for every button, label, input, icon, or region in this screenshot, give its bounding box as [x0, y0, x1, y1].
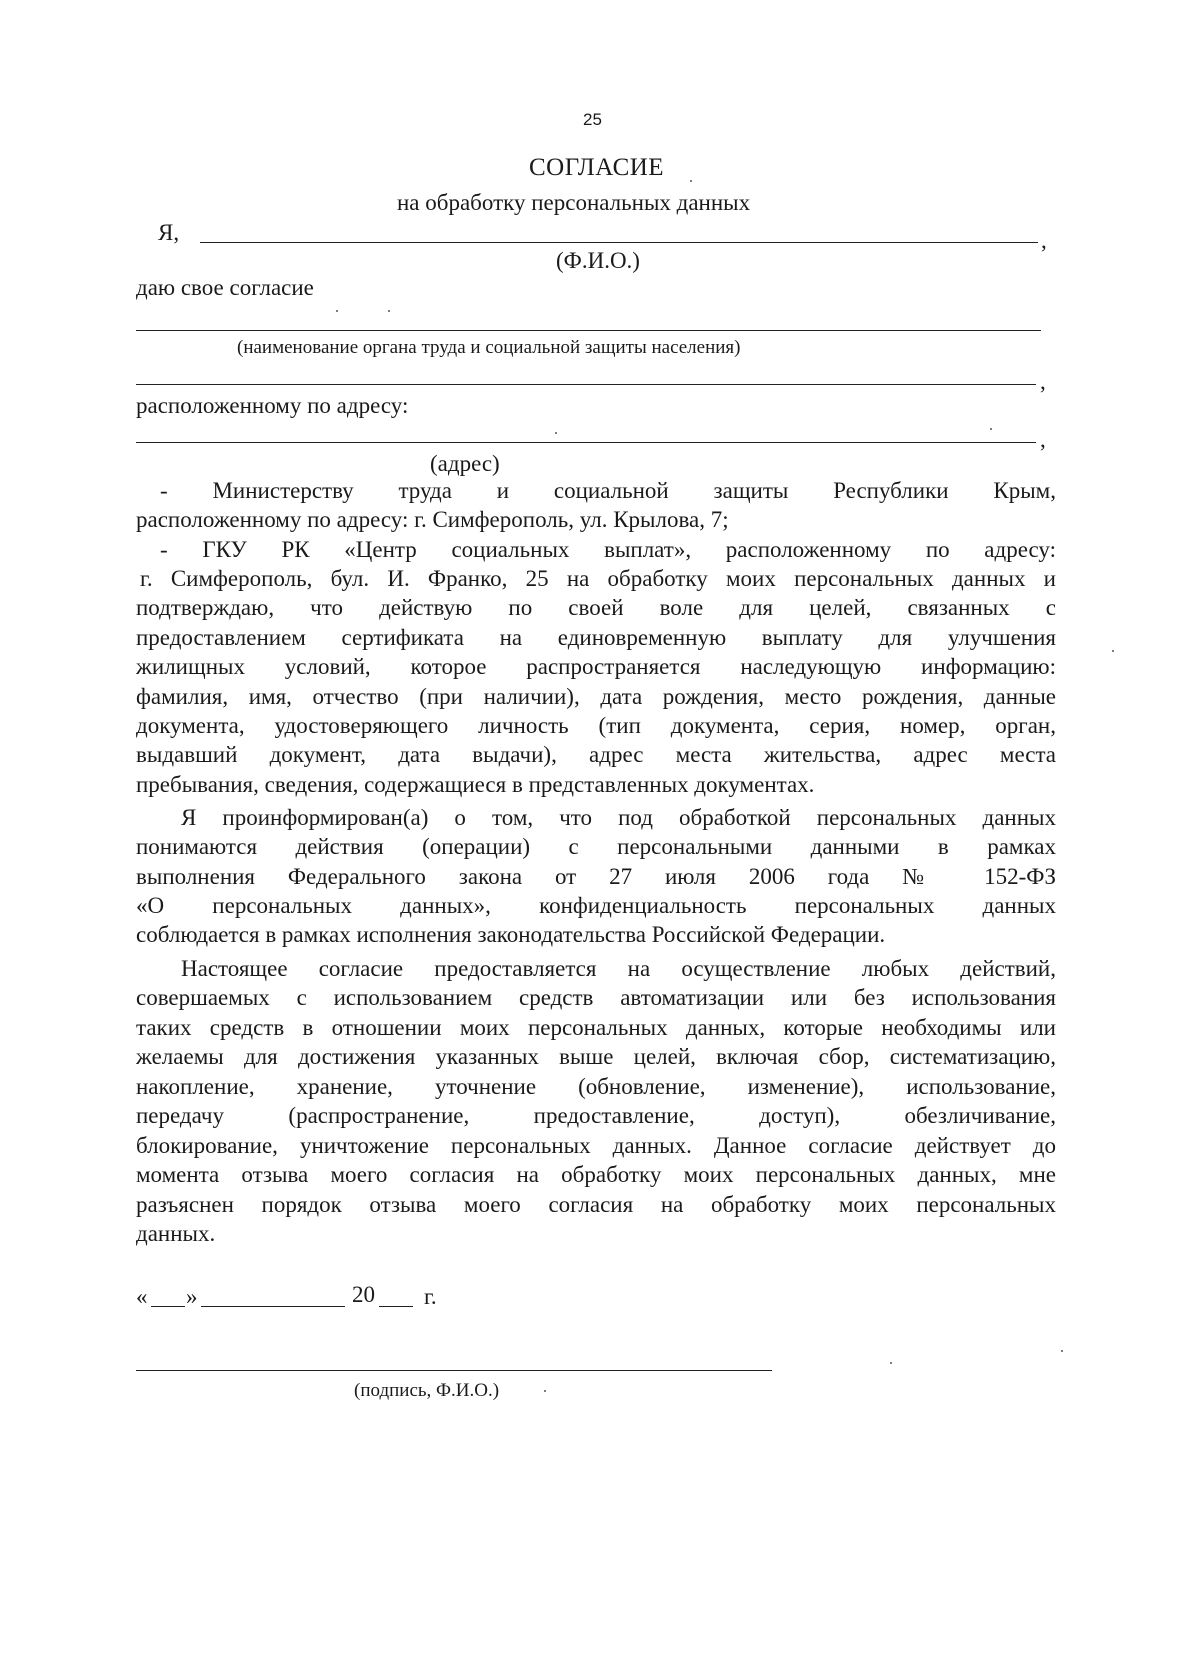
- consent-text: даю свое согласие: [136, 275, 314, 300]
- body-line-20: желаемы для достижения указанных выше целей, включая сбор, систематизацию,: [136, 1044, 1056, 1069]
- address-line: [136, 442, 1036, 443]
- scan-speck: [890, 1362, 892, 1364]
- body-line-1: - Министерству труда и социальной защиты Республики Крым,: [160, 478, 1056, 503]
- fio-line: [200, 242, 1038, 243]
- body-line-11: пребывания, сведения, содержащиеся в представленных документах.: [136, 772, 815, 797]
- body-line-19: таких средств в отношении моих персональных данных, которые необходимы или: [136, 1015, 1056, 1040]
- body-line-24: момента отзыва моего согласия на обработку моих персональных данных, мне: [136, 1162, 1056, 1187]
- body-line-26: данных.: [136, 1221, 216, 1246]
- address-label: (адрес): [430, 451, 500, 476]
- address-intro: расположенному по адресу:: [136, 393, 409, 418]
- date-year-line: [379, 1306, 413, 1307]
- body-line-18: совершаемых с использованием средств автоматизации или без использования: [136, 985, 1056, 1010]
- body-line-10: выдавший документ, дата выдачи), адрес места жительства, адрес места: [136, 742, 1056, 767]
- scan-speck: [690, 180, 692, 182]
- date-quote-open: «: [136, 1284, 148, 1309]
- body-line-3: - ГКУ РК «Центр социальных выплат», расположенному по адресу:: [160, 537, 1056, 562]
- page-number: 25: [583, 110, 602, 129]
- scan-speck: [544, 1390, 546, 1392]
- body-line-22: передачу (распространение, предоставление, доступ), обезличивание,: [136, 1103, 1056, 1128]
- body-line-12: Я проинформирован(а) о том, что под обработкой персональных данных: [181, 805, 1056, 830]
- organ-comma: ,: [1040, 369, 1046, 394]
- scan-speck: [1061, 1350, 1063, 1352]
- date-year-suffix: г.: [424, 1284, 437, 1309]
- document-subtitle: на обработку персональных данных: [397, 190, 751, 215]
- document-title: СОГЛАСИЕ: [529, 154, 665, 181]
- body-line-13: понимаются действия (операции) с персональными данными в рамках: [136, 834, 1056, 859]
- scan-speck: [990, 428, 992, 430]
- fio-comma: ,: [1041, 228, 1047, 253]
- signature-line: [136, 1370, 772, 1371]
- body-line-2: расположенному по адресу: г. Симферополь, ул. Крылова, 7;: [136, 507, 729, 532]
- date-year-prefix: 20: [352, 1282, 375, 1307]
- body-line-9: документа, удостоверяющего личность (тип документа, серия, номер, орган,: [136, 713, 1056, 738]
- scan-speck: [388, 310, 390, 312]
- body-line-25: разъяснен порядок отзыва моего согласия на обработку моих персональных: [136, 1192, 1056, 1217]
- date-quote-close: »: [186, 1284, 198, 1309]
- organ-line: [136, 330, 1041, 331]
- organ-line-2: [136, 384, 1036, 385]
- organ-label: (наименование органа труда и социальной защиты населения): [237, 337, 741, 358]
- date-month-line: [201, 1306, 345, 1307]
- body-line-15: «О персональных данных», конфиденциальность персональных данных: [136, 893, 1056, 918]
- body-line-14: выполнения Федерального закона от 27 июля 2006 года № 152-ФЗ: [136, 864, 1056, 889]
- address-comma: ,: [1040, 427, 1046, 452]
- date-day-line: [151, 1306, 185, 1307]
- scan-speck: [1112, 650, 1114, 652]
- body-line-23: блокирование, уничтожение персональных данных. Данное согласие действует до: [136, 1133, 1056, 1158]
- body-line-4: г. Симферополь, бул. И. Франко, 25 на обработку моих персональных данных и: [140, 566, 1056, 591]
- body-line-5: подтверждаю, что действую по своей воле для целей, связанных с: [136, 595, 1056, 620]
- body-line-8: фамилия, имя, отчество (при наличии), дата рождения, место рождения, данные: [136, 684, 1056, 709]
- body-line-6: предоставлением сертификата на единовременную выплату для улучшения: [136, 625, 1056, 650]
- body-line-7: жилищных условий, которое распространяется наследующую информацию:: [136, 654, 1056, 679]
- body-line-17: Настоящее согласие предоставляется на осуществление любых действий,: [181, 956, 1056, 981]
- fio-label: (Ф.И.О.): [556, 248, 640, 273]
- i-prefix: Я,: [158, 220, 180, 245]
- signature-label: (подпись, Ф.И.О.): [354, 1380, 500, 1401]
- scan-speck: [336, 310, 338, 312]
- body-line-21: накопление, хранение, уточнение (обновление, изменение), использование,: [136, 1074, 1056, 1099]
- body-line-16: соблюдается в рамках исполнения законодательства Российской Федерации.: [136, 922, 886, 947]
- scan-speck: [555, 432, 557, 434]
